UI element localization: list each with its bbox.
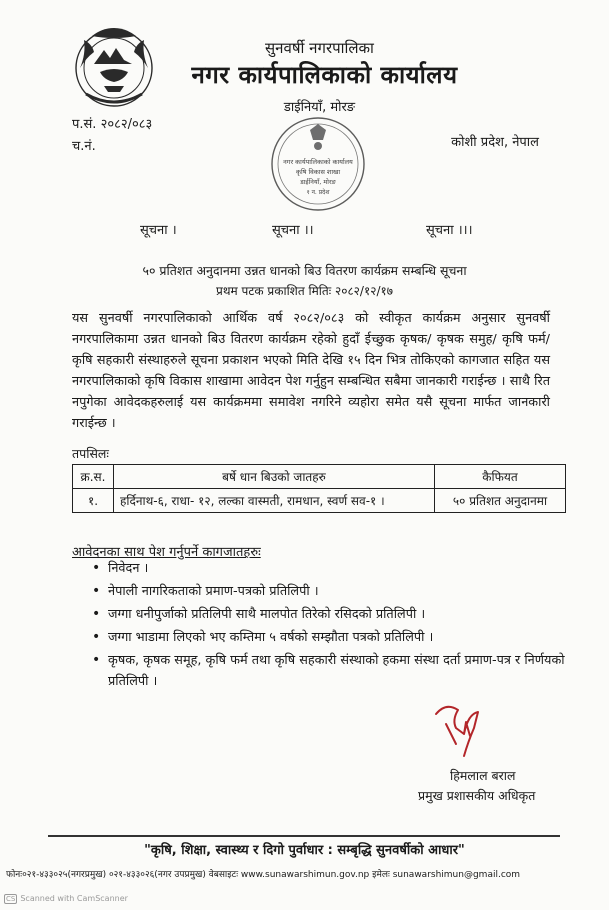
table-row [73,489,566,513]
province-label: कोशी प्रदेश, नेपाल [451,135,539,150]
col-varieties-header: बर्षे धान बिउको जातहरु [114,465,435,489]
cell-serial: १. [73,489,114,513]
camscanner-logo-icon: CS [6,895,16,903]
list-item: • कृषक, कृषक समूह, कृषि फर्म तथा कृषि सहकारी संस्थाको हकमा संस्था दर्ता प्रमाण-पत्र र निर्णयको प्रतिलिपी । [94,650,574,692]
stamp-line-1: नगर कार्यपालिकाको कार्यालय [283,158,353,166]
notice-label-2: सूचना ।। [272,223,314,238]
stamp-line-4: १ न. प्रदेश [306,189,330,196]
varieties-table [72,464,566,513]
col-serial-header: क्र.स. [73,465,114,489]
stamp-line-3: डाईनियाँ, मोरङ [300,178,336,186]
dispatch-number: च.नं. [72,139,96,154]
footer-contact: फोनः०२१-४३३०२५(नगरप्रमुख) ०२१-४३३०२६(नगर उपप्रमुख) वेबसाइटः www.sunawarshimun.gov.np इमेलः sunawarshimun@gmail.com [6,870,521,880]
reference-number: प.सं. २०८२/०८३ [72,117,153,132]
signatory-name: हिमलाल बराल [450,768,516,783]
footer-motto: "कृषि, शिक्षा, स्वास्थ्य र दिगो पुर्वाधार : सम्बृद्धि सुनवर्षीको आधार" [144,843,465,858]
documents-list [80,558,574,694]
office-location: डाईनियाँ, मोरङ [283,100,356,115]
signatory-title: प्रमुख प्रशासकीय अधिकृत [418,788,536,803]
municipality-name: सुनवर्षी नगरपालिका [265,39,374,57]
list-item: • निवेदन । [94,558,574,579]
notice-label-3: सूचना ।।। [426,223,473,238]
cell-varieties: हर्दिनाथ-६, राधा- १२, लल्का वास्मती, रामधान, स्वर्ण सव-१ । [114,489,435,513]
details-label: तपसिलः [72,446,109,461]
table-header-row [73,465,566,489]
list-item: • नेपाली नागरिकताको प्रमाण-पत्रको प्रतिलिपी । [94,581,574,602]
notice-label-1: सूचना । [140,223,177,238]
cell-remarks: ५० प्रतिशत अनुदानमा [435,489,566,513]
scanner-text: Scanned with CamScanner [20,894,128,903]
list-item: • जग्गा भाडामा लिएको भए कम्तिमा ५ वर्षको सम्झौता पत्रको प्रतिलिपी । [94,627,574,648]
published-date: प्रथम पटक प्रकाशित मितिः २०८२/१२/१७ [216,284,393,298]
office-title: नगर कार्यपालिकाको कार्यालय [191,61,458,89]
documents-title: आवेदनका साथ पेश गर्नुपर्ने कागजातहरुः [72,545,261,560]
notice-body: यस सुनवर्षी नगरपालिकाको आर्थिक वर्ष २०८२/०८३ को स्वीकृत कार्यक्रम अनुसार सुनवर्षी नगरपालिकामा उन्नत धानको बिउ वितरण कार्यक्रम रहेको हुदाँ ईच्छुक कृषक/ कृषक समुह/ कृषि फर्म/ कृषि सहकारी संस्थाहरुले सूचना प्रकाशन भएको मिति देखि १५ दिन भित्र तोकिएको कागजात सहित यस नगरपालिकाको कृषि विकास शाखामा आवेदन पेश गर्नुहुन सम्बन्धित सबैमा जानकारी गराईन्छ । साथै रित नपुगेका आवेदकहरुलाई यस कार्यक्रममा समावेश नगरिने व्यहोरा समेत यसै सूचना मार्फत जानकारी गराईन्छ । [72,311,550,431]
scanner-watermark [4,894,128,904]
notice-subject: ५० प्रतिशत अनुदानमा उन्नत धानको बिउ वितरण कार्यक्रम सम्बन्धि सूचना [142,263,467,278]
stamp-line-2: कृषि विकास शाखा [295,168,341,176]
col-remarks-header: कैफियत [435,465,566,489]
list-item: • जग्गा धनीपुर्जाको प्रतिलिपी साथै मालपोत तिरेको रसिदको प्रतिलिपी । [94,604,574,625]
office-stamp [266,112,370,216]
footer-divider [48,835,560,837]
signature-icon [430,700,490,770]
